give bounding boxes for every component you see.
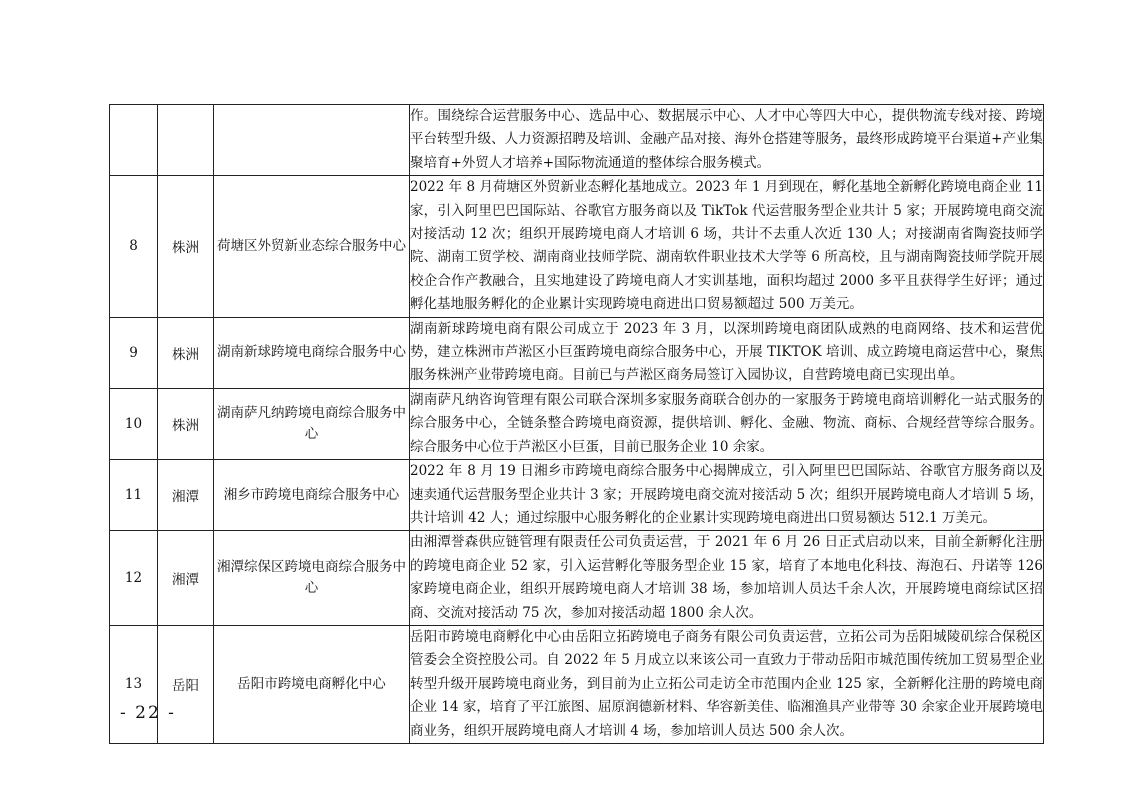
city-cell: 岳阳: [158, 625, 214, 743]
city-cell: 湘潭: [158, 460, 214, 531]
center-name-cell: 湘潭综保区跨境电商综合服务中心: [214, 531, 410, 626]
table-row: [110, 317, 1044, 388]
description-cell: 湖南新球跨境电商有限公司成立于 2023 年 3 月，以深圳跨境电商团队成熟的电商网络、技术和运营优势，建立株洲市芦淞区小巨蛋跨境电商综合服务中心，开展 TIKTOK 培训、成立跨境电商运营中心，聚焦服务株洲产业带跨境电商。目前已与芦淞区商务局签订入园协议，自营跨境电商已实现出单。: [410, 317, 1044, 388]
row-number-cell: [110, 105, 158, 176]
page-number: - 22 -: [120, 703, 176, 723]
description-cell: 湖南萨凡纳咨询管理有限公司联合深圳多家服务商联合创办的一家服务于跨境电商培训孵化一站式服务的综合服务中心，全链条整合跨境电商资源，提供培训、孵化、金融、物流、商标、合规经营等综合服务。综合服务中心位于芦淞区小巨蛋，目前已服务企业 10 余家。: [410, 388, 1044, 459]
service-center-table: [109, 104, 1044, 744]
table-row: [110, 388, 1044, 459]
row-number-cell: 11: [110, 460, 158, 531]
table-row: [110, 176, 1044, 317]
city-cell: [158, 105, 214, 176]
table-row: [110, 625, 1044, 743]
table-row: [110, 105, 1044, 176]
row-number-cell: 8: [110, 176, 158, 317]
center-name-cell: 湘乡市跨境电商综合服务中心: [214, 460, 410, 531]
row-number-cell: 9: [110, 317, 158, 388]
row-number-cell: 10: [110, 388, 158, 459]
city-cell: 湘潭: [158, 531, 214, 626]
city-cell: 株洲: [158, 317, 214, 388]
center-name-cell: 荷塘区外贸新业态综合服务中心: [214, 176, 410, 317]
city-cell: 株洲: [158, 176, 214, 317]
center-name-cell: [214, 105, 410, 176]
row-number-cell: 12: [110, 531, 158, 626]
description-cell: 2022 年 8 月荷塘区外贸新业态孵化基地成立。2023 年 1 月到现在，孵化基地全新孵化跨境电商企业 11 家，引入阿里巴巴国际站、谷歌官方服务商以及 TikTok 代运营服务型企业共计 5 家；开展跨境电商交流对接活动 12 次；组织开展跨境电商人才培训 6 场，共计不去重人次近 130 人；对接湖南省陶瓷技师学院、湖南工贸学校、湖南商业技师学院、湖南软件职业技术大学等 6 所高校，且与湖南陶瓷技师学院开展校企合作产教融合，且实地建设了跨境电商人才实训基地，面积均超过 2000 多平且获得学生好评；通过孵化基地服务孵化的企业累计实现跨境电商进出口贸易额超过 500 万美元。: [410, 176, 1044, 317]
center-name-cell: 湖南萨凡纳跨境电商综合服务中心: [214, 388, 410, 459]
description-cell: 作。围绕综合运营服务中心、选品中心、数据展示中心、人才中心等四大中心，提供物流专线对接、跨境平台转型升级、人力资源招聘及培训、金融产品对接、海外仓搭建等服务，最终形成跨境平台渠道+产业集聚培育+外贸人才培养+国际物流通道的整体综合服务模式。: [410, 105, 1044, 176]
description-cell: 由湘潭誉森供应链管理有限责任公司负责运营，于 2021 年 6 月 26 日正式启动以来，目前全新孵化注册的跨境电商企业 52 家，引入运营孵化等服务型企业 15 家，培育了本地电化科技、海泡石、丹诺等 126 家跨境电商企业，组织开展跨境电商人才培训 38 场，参加培训人员达千余人次，开展跨境电商综试区招商、交流对接活动 75 次，参加对接活动超 1800 余人次。: [410, 531, 1044, 626]
row-number-cell: 13: [110, 625, 158, 743]
description-cell: 2022 年 8 月 19 日湘乡市跨境电商综合服务中心揭牌成立，引入阿里巴巴国际站、谷歌官方服务商以及速卖通代运营服务型企业共计 3 家；开展跨境电商交流对接活动 5 次；组织开展跨境电商人才培训 5 场，共计培训 42 人；通过综服中心服务孵化的企业累计实现跨境电商进出口贸易额达 512.1 万美元。: [410, 460, 1044, 531]
table-row: [110, 460, 1044, 531]
center-name-cell: 湖南新球跨境电商综合服务中心: [214, 317, 410, 388]
table-row: [110, 531, 1044, 626]
city-cell: 株洲: [158, 388, 214, 459]
center-name-cell: 岳阳市跨境电商孵化中心: [214, 625, 410, 743]
description-cell: 岳阳市跨境电商孵化中心由岳阳立拓跨境电子商务有限公司负责运营，立拓公司为岳阳城陵矶综合保税区管委会全资控股公司。自 2022 年 5 月成立以来该公司一直致力于带动岳阳市城范围传统加工贸易型企业转型升级开展跨境电商业务，到目前为止立拓公司走访全市范围内企业 125 家，全新孵化注册的跨境电商企业 14 家，培育了平江旅图、屈原润德新材料、华容新美佳、临湘渔具产业带等 30 余家企业开展跨境电商业务，组织开展跨境电商人才培训 4 场，参加培训人员达 500 余人次。: [410, 625, 1044, 743]
